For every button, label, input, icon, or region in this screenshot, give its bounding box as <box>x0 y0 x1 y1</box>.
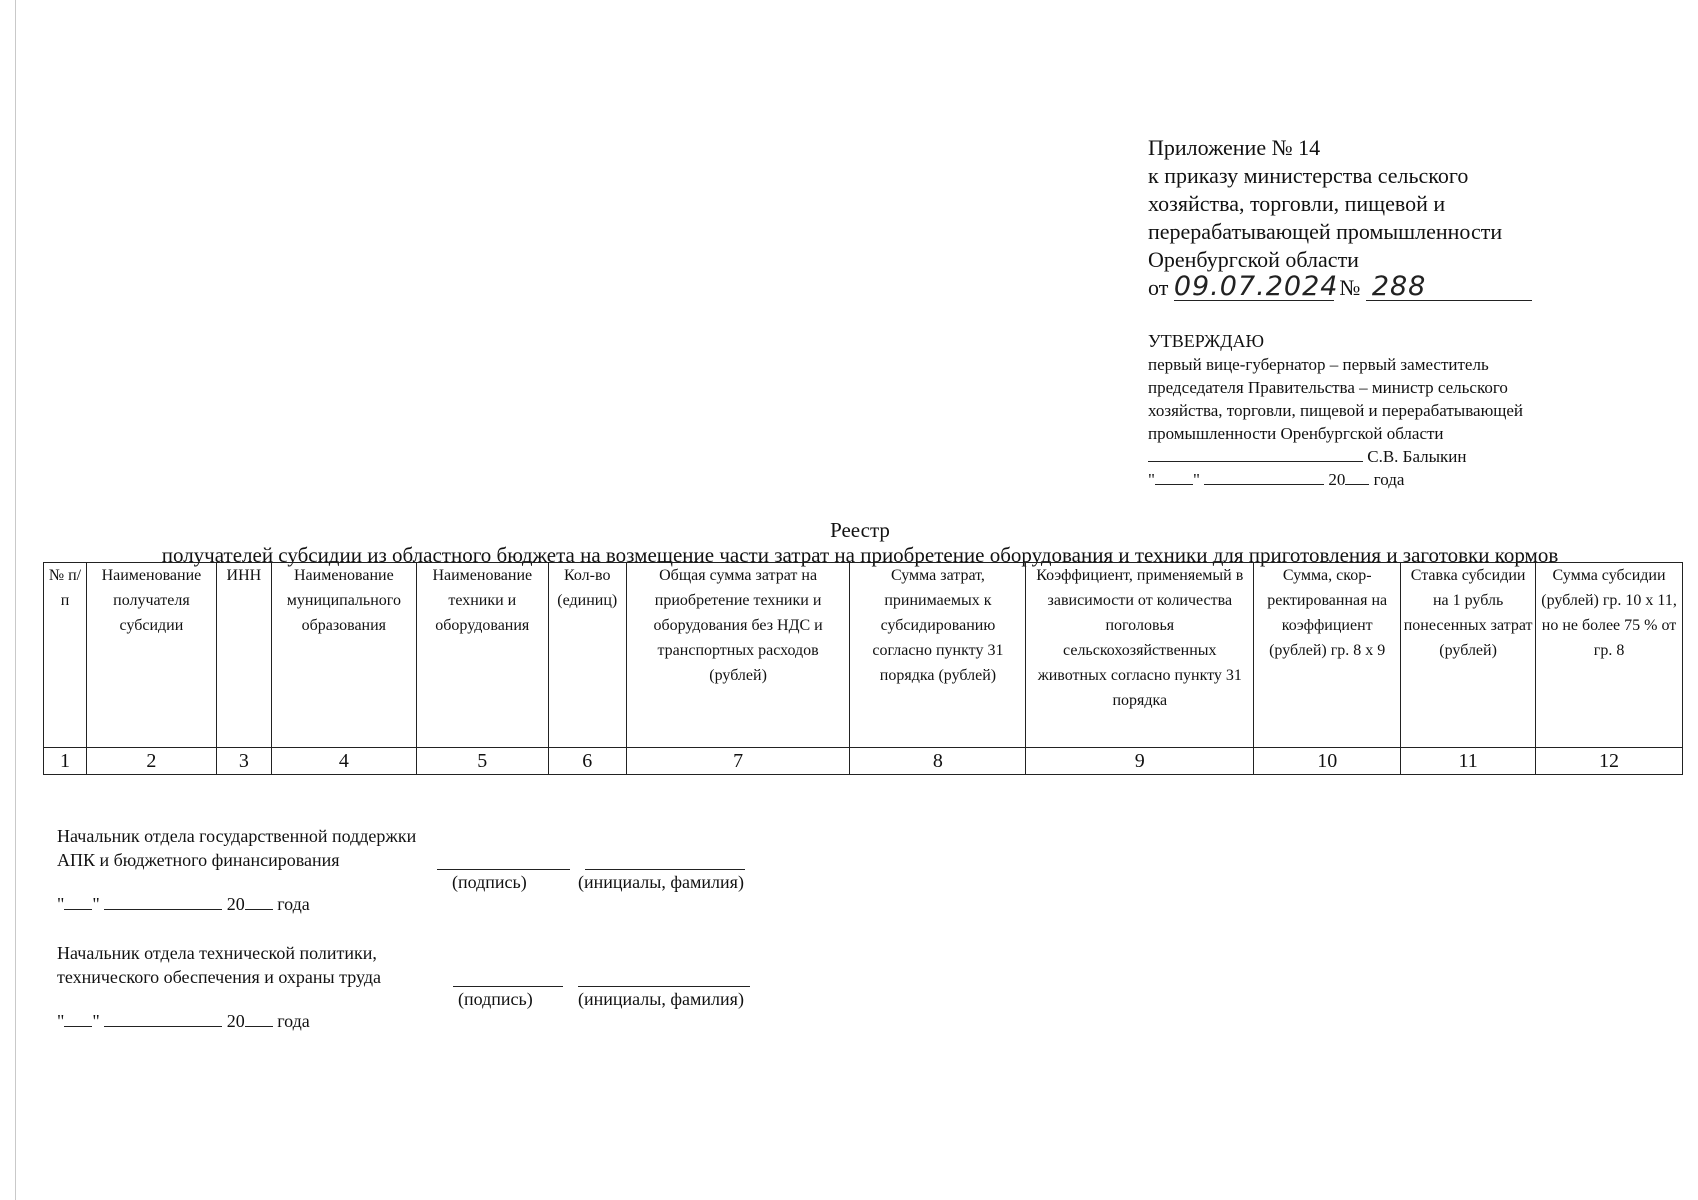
year-word: года <box>277 894 310 914</box>
year-blank <box>245 1011 273 1027</box>
column-header: Наименование муниципального образования <box>271 563 416 748</box>
approval-date-line <box>1148 468 1598 491</box>
column-number: 6 <box>548 748 626 775</box>
signature-block-2 <box>57 941 381 989</box>
column-number: 2 <box>86 748 216 775</box>
month-blank <box>1204 469 1324 485</box>
order-date-line <box>1148 271 1568 302</box>
appendix-line: перерабатывающей промышленности <box>1148 219 1503 244</box>
appendix-line: к приказу министерства сельского <box>1148 163 1469 188</box>
approval-line: первый вице-губернатор – первый заместитель <box>1148 355 1489 374</box>
page-scan-edge <box>15 0 16 1200</box>
year-word: года <box>277 1011 310 1031</box>
column-header: № п/п <box>44 563 87 748</box>
column-header: Сумма затрат, принимаемых к субсидированию согласно пункту 31 порядка (рублей) <box>850 563 1026 748</box>
approval-signer: С.В. Балыкин <box>1367 447 1467 466</box>
registry-title <box>40 518 1680 568</box>
approval-line: хозяйства, торговли, пищевой и перерабатывающей <box>1148 401 1524 420</box>
year-word: года <box>1373 470 1405 489</box>
column-number: 10 <box>1254 748 1401 775</box>
signatory-title: Начальник отдела технической политики, <box>57 943 377 963</box>
column-header: Кол-во (единиц) <box>548 563 626 748</box>
signatory-title: технического обеспечения и охраны труда <box>57 967 381 987</box>
column-number-row <box>44 748 1683 775</box>
quote-mark: " <box>1192 470 1200 489</box>
number-sign: № <box>1339 275 1361 300</box>
column-header: Общая сумма затрат на приобретение техники и оборудования без НДС и транспортных расходов (рублей) <box>626 563 850 748</box>
quote-mark: " <box>92 1011 100 1031</box>
year-blank <box>1345 469 1369 485</box>
appendix-line: Оренбургской области <box>1148 247 1359 272</box>
quote-mark: " <box>57 894 65 914</box>
month-blank <box>104 894 222 910</box>
name-caption: (инициалы, фамилия) <box>578 872 744 892</box>
column-number: 12 <box>1536 748 1683 775</box>
month-blank <box>104 1011 222 1027</box>
column-header: Ставка субсидии на 1 рубль понесенных затрат (рублей) <box>1401 563 1536 748</box>
column-number: 4 <box>271 748 416 775</box>
approval-signature-line <box>1148 445 1598 468</box>
column-number: 1 <box>44 748 87 775</box>
approval-line: председателя Правительства – министр сельского <box>1148 378 1508 397</box>
year-prefix: 20 <box>1328 470 1346 489</box>
year-prefix: 20 <box>226 1011 245 1031</box>
registry-subtitle: получателей субсидии из областного бюджета на возмещение части затрат на приобретение оборудования и техники для приготовления и заготовки кормов <box>161 543 1559 567</box>
signature-block-1 <box>57 824 416 872</box>
signature-line <box>453 986 563 987</box>
column-number: 3 <box>216 748 271 775</box>
day-blank <box>1155 469 1193 485</box>
column-header: Сумма, скор-ректированная на коэффициент (рублей) гр. 8 х 9 <box>1254 563 1401 748</box>
registry-heading: Реестр <box>830 518 890 542</box>
quote-mark: " <box>1148 470 1155 489</box>
approval-heading: УТВЕРЖДАЮ <box>1148 331 1265 351</box>
quote-mark: " <box>57 1011 65 1031</box>
signature-date-2 <box>57 1011 310 1032</box>
column-number: 9 <box>1026 748 1254 775</box>
year-prefix: 20 <box>226 894 245 914</box>
name-caption: (инициалы, фамилия) <box>578 989 744 1009</box>
day-blank <box>64 1011 92 1027</box>
column-number: 7 <box>626 748 850 775</box>
signatory-title: Начальник отдела государственной поддержки <box>57 826 417 846</box>
signature-caption: (подпись) <box>458 989 533 1009</box>
column-number: 11 <box>1401 748 1536 775</box>
handwritten-date: 09.07.2024 <box>1173 271 1339 302</box>
registry-table <box>43 562 1683 775</box>
quote-mark: " <box>92 894 100 914</box>
appendix-title: Приложение № 14 <box>1148 135 1321 160</box>
column-number: 5 <box>416 748 548 775</box>
signatory-title: АПК и бюджетного финансирования <box>57 850 340 870</box>
day-blank <box>64 894 92 910</box>
column-header: Наименование техники и оборудования <box>416 563 548 748</box>
year-blank <box>245 894 273 910</box>
column-header: Наименование получателя субсидии <box>86 563 216 748</box>
approval-block <box>1148 330 1598 491</box>
handwritten-order-number: 288 <box>1366 274 1532 301</box>
column-header: ИНН <box>216 563 271 748</box>
table-header-row <box>44 563 1683 748</box>
name-line <box>585 869 745 870</box>
approval-line: промышленности Оренбургской области <box>1148 424 1444 443</box>
signature-date-1 <box>57 894 310 915</box>
column-header: Коэффициент, применяемый в зависимости от количества поголовья сельскохозяйственных животных согласно пункту 31 порядка <box>1026 563 1254 748</box>
signature-caption: (подпись) <box>452 872 527 892</box>
appendix-line: хозяйства, торговли, пищевой и <box>1148 191 1446 216</box>
signature-line <box>437 869 570 870</box>
name-line <box>578 986 750 987</box>
date-prefix: от <box>1148 275 1169 300</box>
appendix-header <box>1148 134 1568 302</box>
column-header: Сумма субсидии (рублей) гр. 10 х 11, но не более 75 % от гр. 8 <box>1536 563 1683 748</box>
column-number: 8 <box>850 748 1026 775</box>
signature-blank <box>1148 446 1363 462</box>
